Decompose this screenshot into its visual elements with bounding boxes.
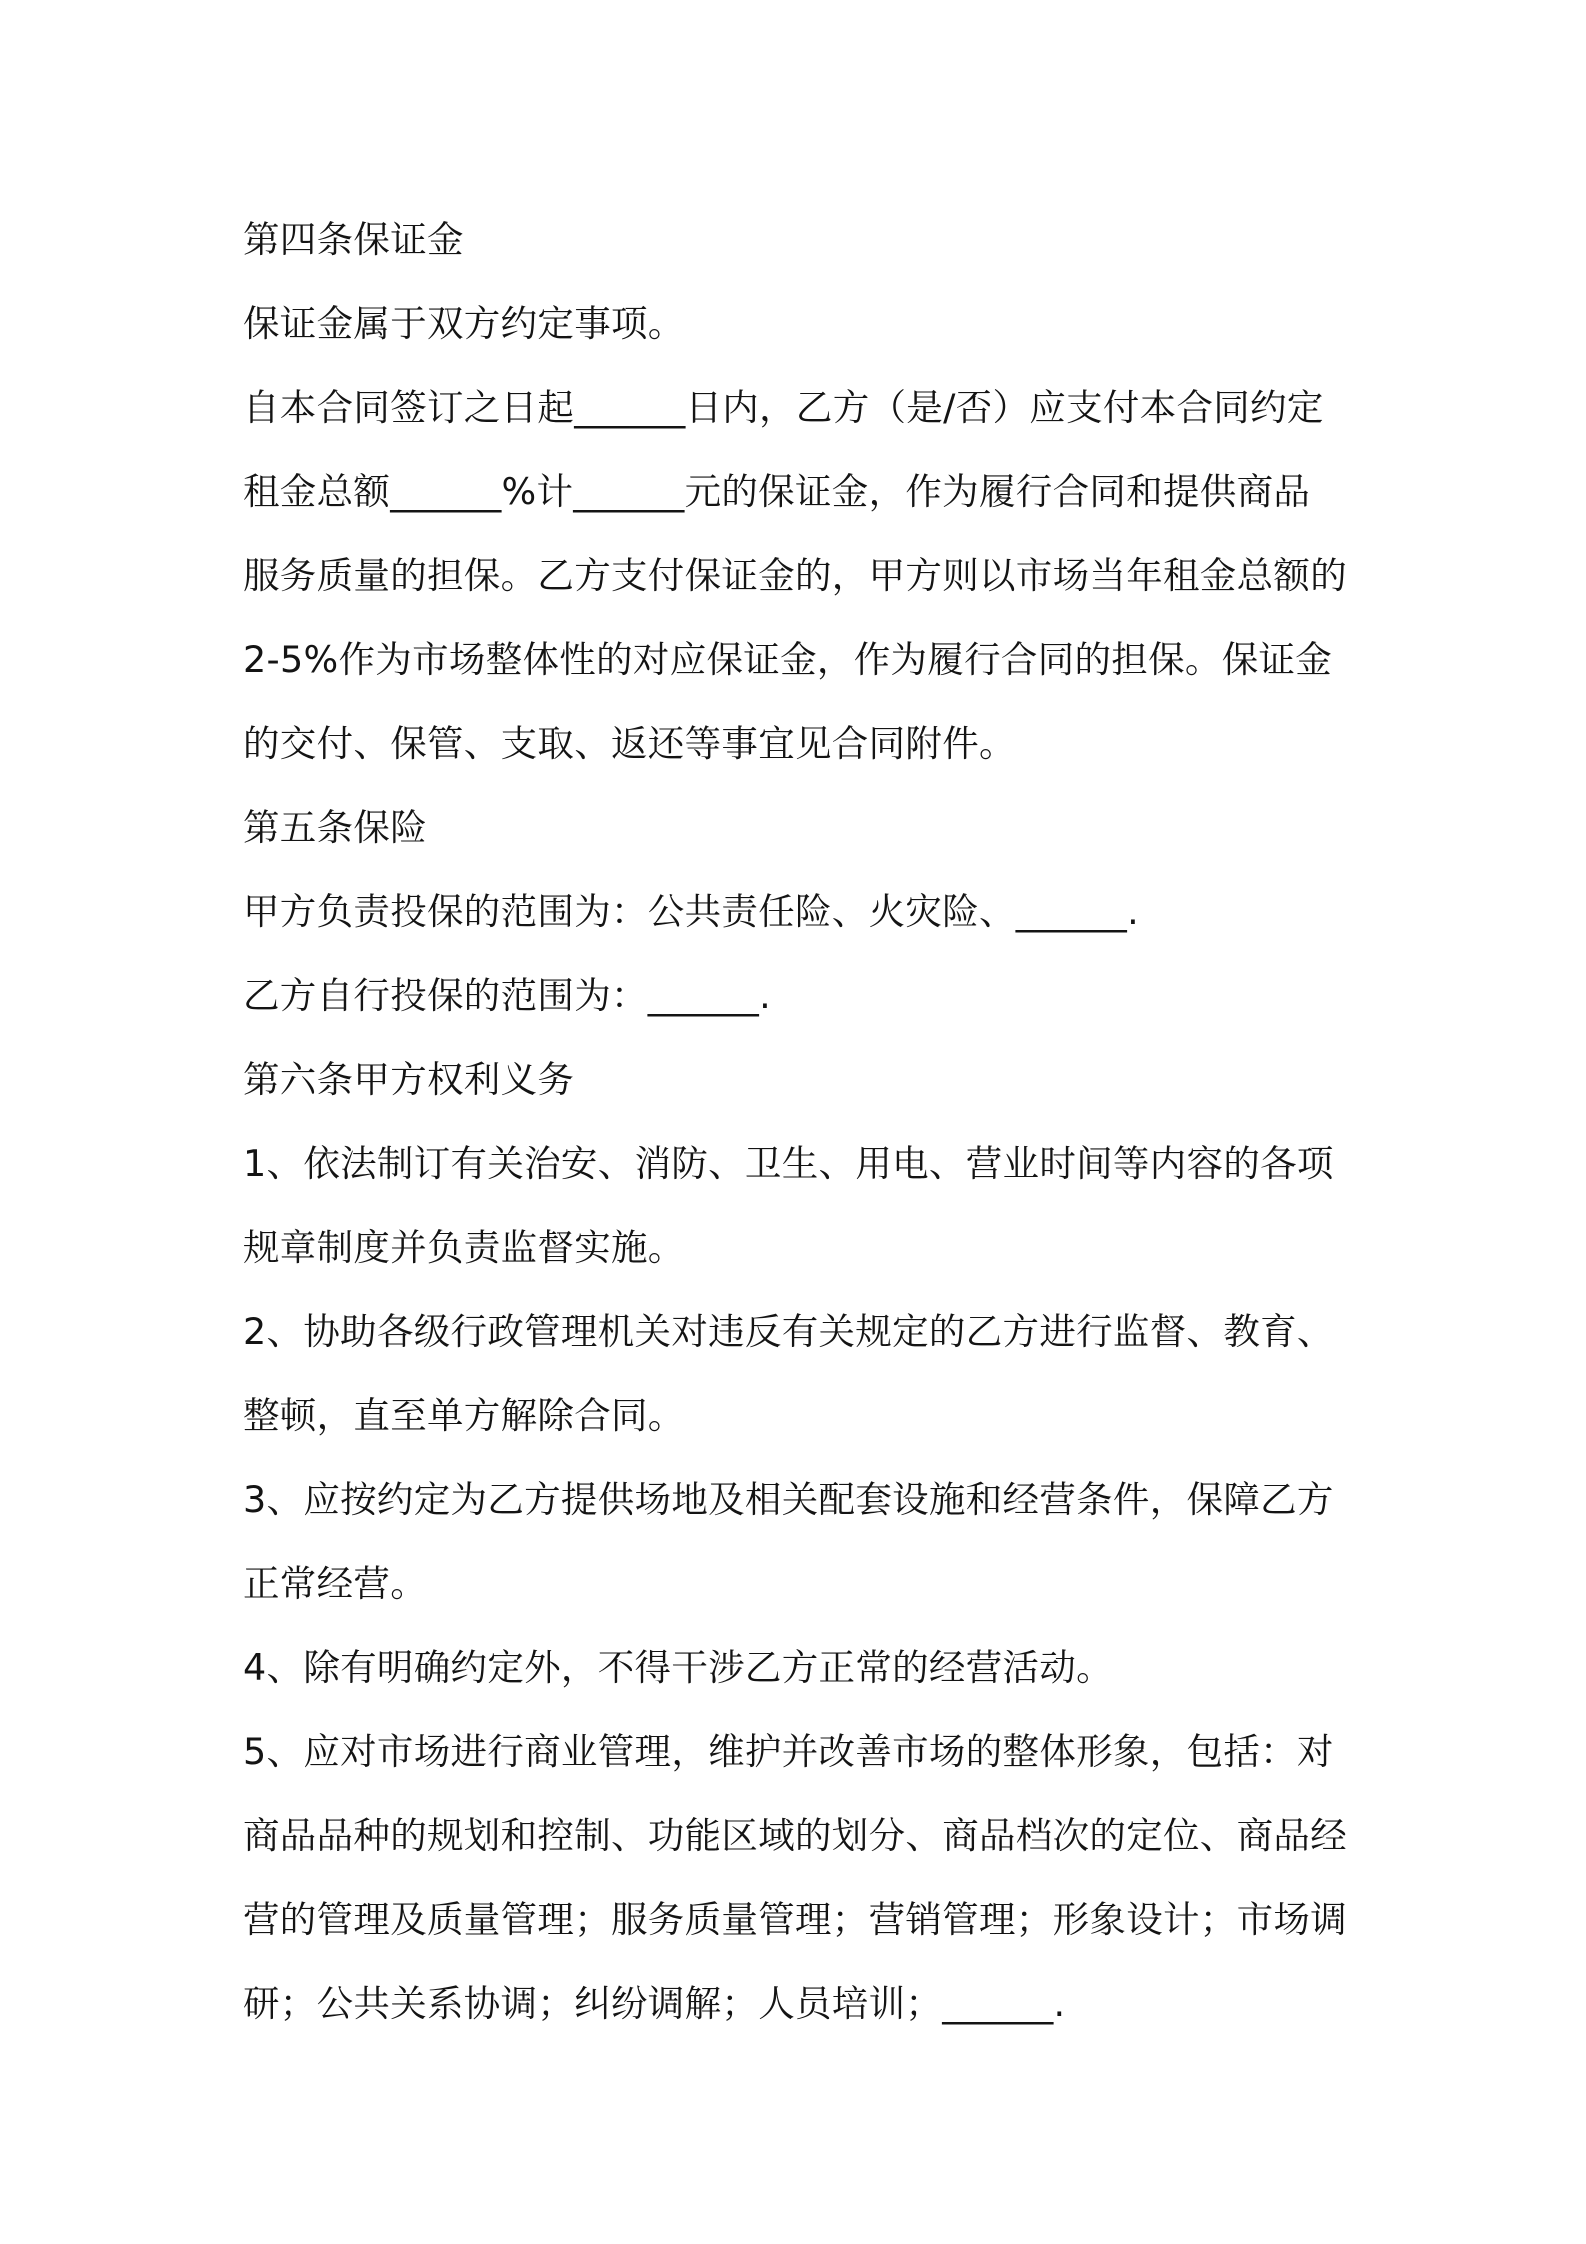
deposit-paragraph-line-1: 自本合同签订之日起______日内，乙方（是/否）应支付本合同约定: [243, 386, 1324, 429]
item-5-line-2: 商品品种的规划和控制、功能区域的划分、商品档次的定位、商品经: [243, 1814, 1347, 1857]
article-6-heading: 第六条甲方权利义务: [243, 1058, 575, 1101]
deposit-paragraph-line-4: 2-5%作为市场整体性的对应保证金，作为履行合同的担保。保证金: [243, 638, 1333, 681]
deposit-paragraph-line-5: 的交付、保管、支取、返还等事宜见合同附件。: [243, 722, 1016, 765]
item-3-line-2: 正常经营。: [243, 1562, 427, 1605]
deposit-paragraph-line-2: 租金总额______%计______元的保证金，作为履行合同和提供商品: [243, 470, 1311, 513]
item-4-line-1: 4、除有明确约定外，不得干涉乙方正常的经营活动。: [243, 1646, 1113, 1689]
item-1-line-1: 1、依法制订有关治安、消防、卫生、用电、营业时间等内容的各项: [243, 1142, 1334, 1185]
item-3-line-1: 3、应按约定为乙方提供场地及相关配套设施和经营条件，保障乙方: [243, 1478, 1334, 1521]
deposit-intro-line: 保证金属于双方约定事项。: [243, 302, 685, 345]
item-5-line-3: 营的管理及质量管理；服务质量管理；营销管理；形象设计；市场调: [243, 1898, 1347, 1941]
insurance-party-a-line: 甲方负责投保的范围为：公共责任险、火灾险、______.: [243, 890, 1140, 933]
insurance-party-b-line: 乙方自行投保的范围为：______.: [243, 974, 772, 1017]
item-1-line-2: 规章制度并负责监督实施。: [243, 1226, 685, 1269]
item-5-line-1: 5、应对市场进行商业管理，维护并改善市场的整体形象，包括：对: [243, 1730, 1334, 1773]
item-5-line-4: 研；公共关系协调；纠纷调解；人员培训；______.: [243, 1982, 1066, 2025]
deposit-paragraph-line-3: 服务质量的担保。乙方支付保证金的，甲方则以市场当年租金总额的: [243, 554, 1347, 597]
item-2-line-2: 整顿，直至单方解除合同。: [243, 1394, 685, 1437]
document-body: [243, 198, 1353, 2046]
article-5-heading: 第五条保险: [243, 806, 427, 849]
item-2-line-1: 2、协助各级行政管理机关对违反有关规定的乙方进行监督、教育、: [243, 1310, 1334, 1353]
article-4-heading: 第四条保证金: [243, 218, 464, 261]
